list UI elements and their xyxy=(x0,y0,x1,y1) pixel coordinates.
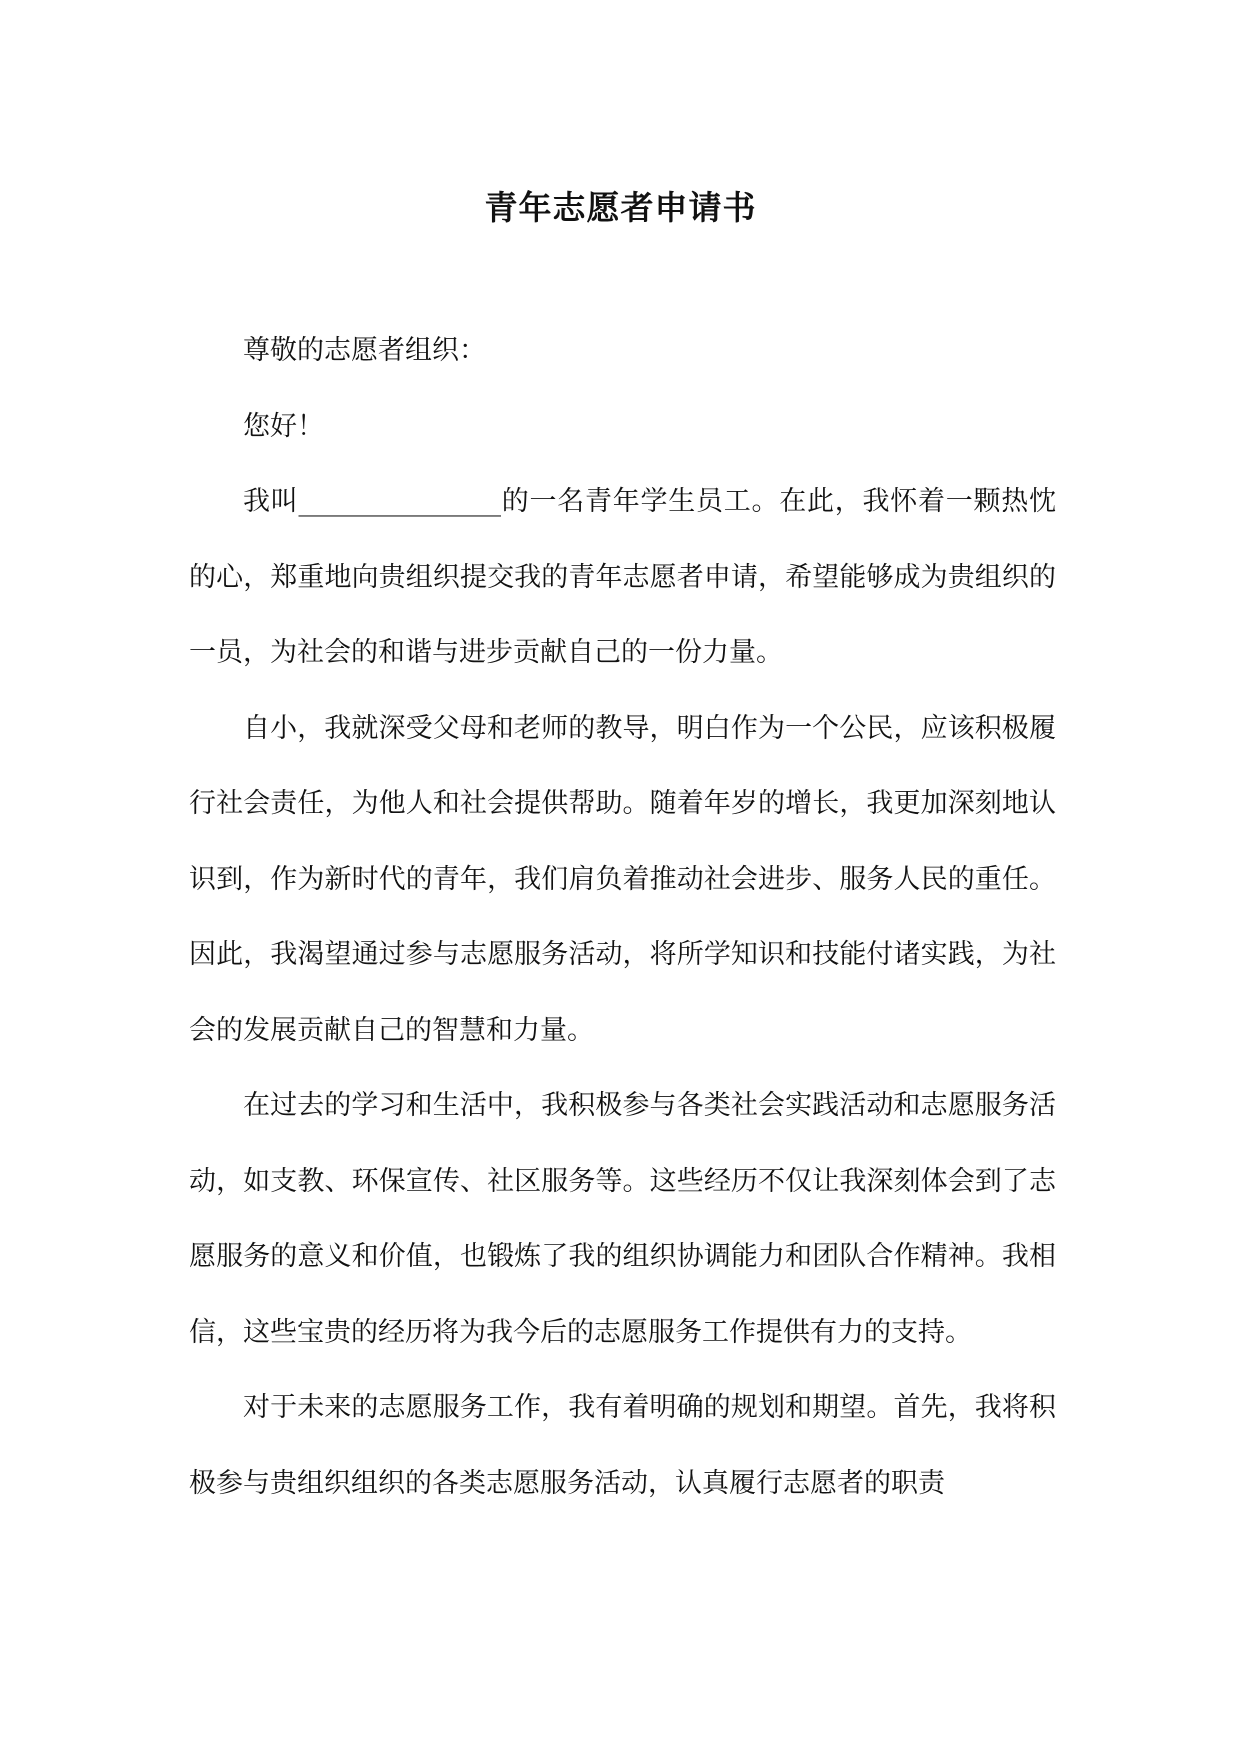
greeting: 您好！ xyxy=(243,410,324,442)
salutation: 尊敬的志愿者组织： xyxy=(243,335,486,366)
paragraph-plans: 对于未来的志愿服务工作，我有着明确的规划和期望。首先，我将积极参与贵组织组织的各类志愿服务活动，认真履行志愿者的职责 xyxy=(189,1392,1056,1499)
paragraph-introduction: 我叫_______________的一名青年学生员工。在此，我怀着一颗热忱的心，郑重地向贵组织提交我的青年志愿者申请，希望能够成为贵组织的一员，为社会的和谐与进步贡献自己的一份力量。 xyxy=(189,486,1056,668)
paragraph-motivation: 自小，我就深受父母和老师的教导，明白作为一个公民，应该积极履行社会责任，为他人和社会提供帮助。随着年岁的增长，我更加深刻地认识到，作为新时代的青年，我们肩负着推动社会进步、服务人民的重任。因此，我渴望通过参与志愿服务活动，将所学知识和技能付诸实践，为社会的发展贡献自己的智慧和力量。 xyxy=(189,712,1056,1046)
document-body xyxy=(189,313,1056,1521)
document-title: 青年志愿者申请书 xyxy=(484,188,757,227)
paragraph-experience: 在过去的学习和生活中，我积极参与各类社会实践活动和志愿服务活动，如支教、环保宣传、社区服务等。这些经历不仅让我深刻体会到了志愿服务的意义和价值，也锻炼了我的组织协调能力和团队合作精神。我相信，这些宝贵的经历将为我今后的志愿服务工作提供有力的支持。 xyxy=(189,1090,1056,1348)
